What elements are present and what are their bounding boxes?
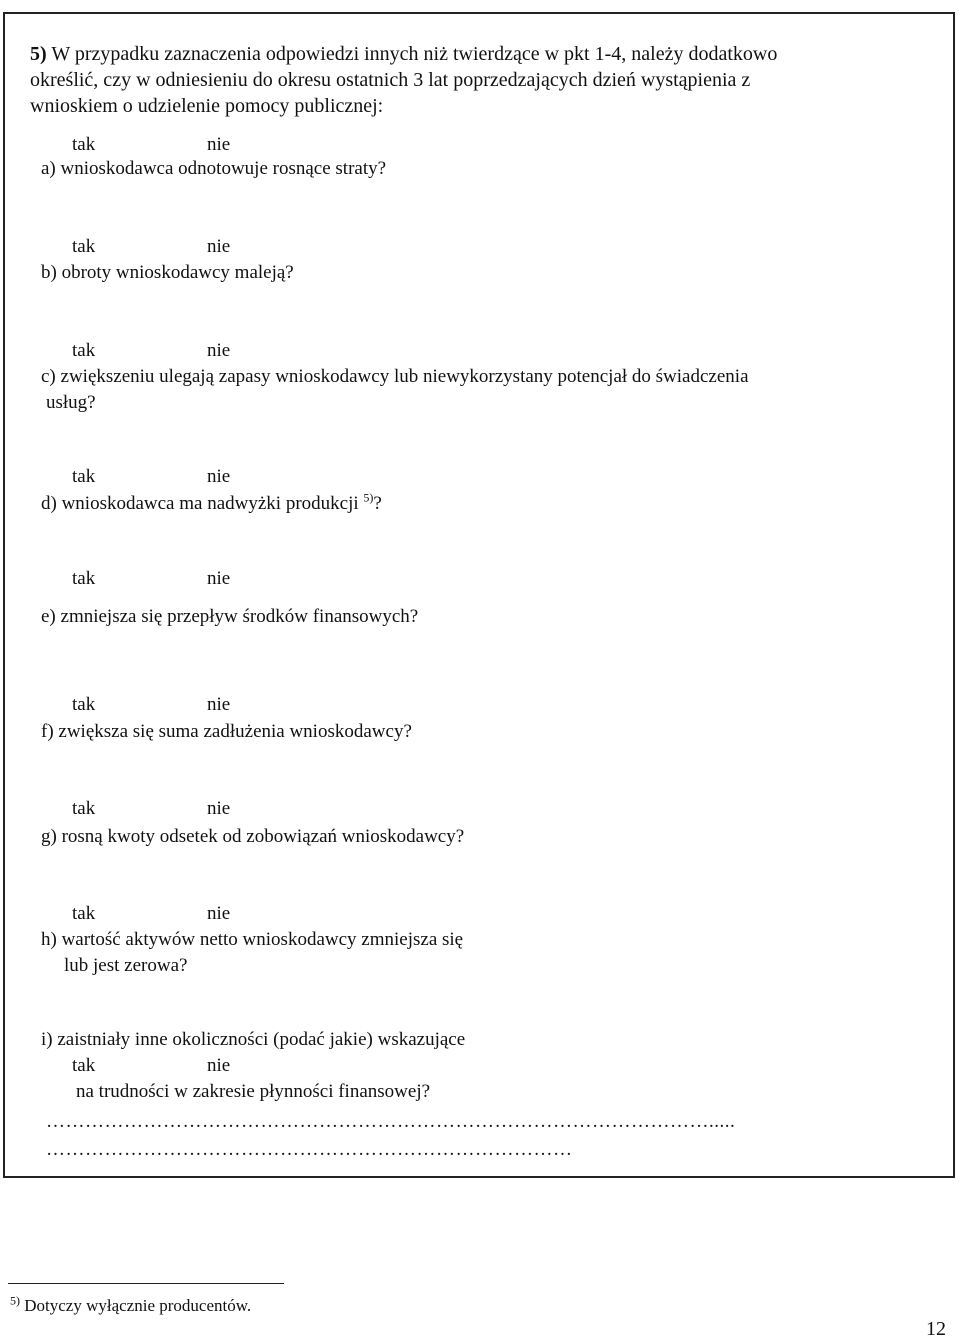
intro-line-1 xyxy=(30,42,777,66)
question-h-line-2: lub jest zerowa? xyxy=(64,955,188,976)
option-tak-f[interactable]: tak xyxy=(72,694,96,715)
option-nie-i[interactable]: nie xyxy=(207,1055,231,1076)
footnote-marker: 5) xyxy=(10,1293,20,1308)
option-nie-h[interactable]: nie xyxy=(207,903,231,924)
option-tak-c[interactable]: tak xyxy=(72,340,96,361)
option-tak-b[interactable]: tak xyxy=(72,236,96,257)
footnote-divider xyxy=(8,1283,284,1284)
question-h-line-1: h) wartość aktywów netto wnioskodawcy zmniejsza się xyxy=(41,929,464,950)
option-tak-e[interactable]: tak xyxy=(72,568,96,589)
question-b: b) obroty wnioskodawcy maleją? xyxy=(41,262,294,283)
option-nie-a[interactable]: nie xyxy=(207,134,231,155)
question-number: 5) xyxy=(30,43,47,65)
answer-dots-line-2[interactable]: ……………………………………………………………………… xyxy=(46,1139,573,1160)
option-nie-c[interactable]: nie xyxy=(207,340,231,361)
page-number: 12 xyxy=(926,1318,946,1340)
question-d xyxy=(41,492,382,516)
question-d-text: d) wnioskodawca ma nadwyżki produkcji xyxy=(41,493,359,514)
intro-line-2: określić, czy w odniesieniu do okresu ostatnich 3 lat poprzedzających dzień wystąpienia z xyxy=(30,69,751,91)
question-i-line-1: i) zaistniały inne okoliczności (podać jakie) wskazujące xyxy=(41,1029,466,1050)
question-i-line-2: na trudności w zakresie płynności finansowej? xyxy=(76,1081,431,1102)
question-e: e) zmniejsza się przepływ środków finansowych? xyxy=(41,606,419,627)
option-tak-g[interactable]: tak xyxy=(72,798,96,819)
option-tak-h[interactable]: tak xyxy=(72,903,96,924)
option-tak-d[interactable]: tak xyxy=(72,466,96,487)
footnote-ref: 5) xyxy=(363,490,374,505)
question-frame xyxy=(3,12,955,1178)
option-nie-b[interactable]: nie xyxy=(207,236,231,257)
question-c-line-1: c) zwiększeniu ulegają zapasy wnioskodawcy lub niewykorzystany potencjał do świadczenia xyxy=(41,366,749,387)
answer-dots-line-1[interactable]: …………………………………………………………………………………………..... xyxy=(46,1111,736,1132)
option-tak-a[interactable]: tak xyxy=(72,134,96,155)
intro-text-1: W przypadku zaznaczenia odpowiedzi innych niż twierdzące w pkt 1-4, należy dodatkowo xyxy=(51,43,778,65)
question-a: a) wnioskodawca odnotowuje rosnące straty? xyxy=(41,158,387,179)
option-nie-d[interactable]: nie xyxy=(207,466,231,487)
option-nie-f[interactable]: nie xyxy=(207,694,231,715)
question-d-end: ? xyxy=(373,493,382,514)
option-tak-i[interactable]: tak xyxy=(72,1055,96,1076)
option-nie-e[interactable]: nie xyxy=(207,568,231,589)
question-f: f) zwiększa się suma zadłużenia wnioskodawcy? xyxy=(41,721,412,742)
question-g: g) rosną kwoty odsetek od zobowiązań wnioskodawcy? xyxy=(41,826,465,847)
option-nie-g[interactable]: nie xyxy=(207,798,231,819)
question-c-line-2: usług? xyxy=(46,392,96,413)
footnote-text: Dotyczy wyłącznie producentów. xyxy=(24,1296,252,1315)
footnote xyxy=(10,1294,251,1318)
intro-line-3: wnioskiem o udzielenie pomocy publicznej: xyxy=(30,95,384,117)
